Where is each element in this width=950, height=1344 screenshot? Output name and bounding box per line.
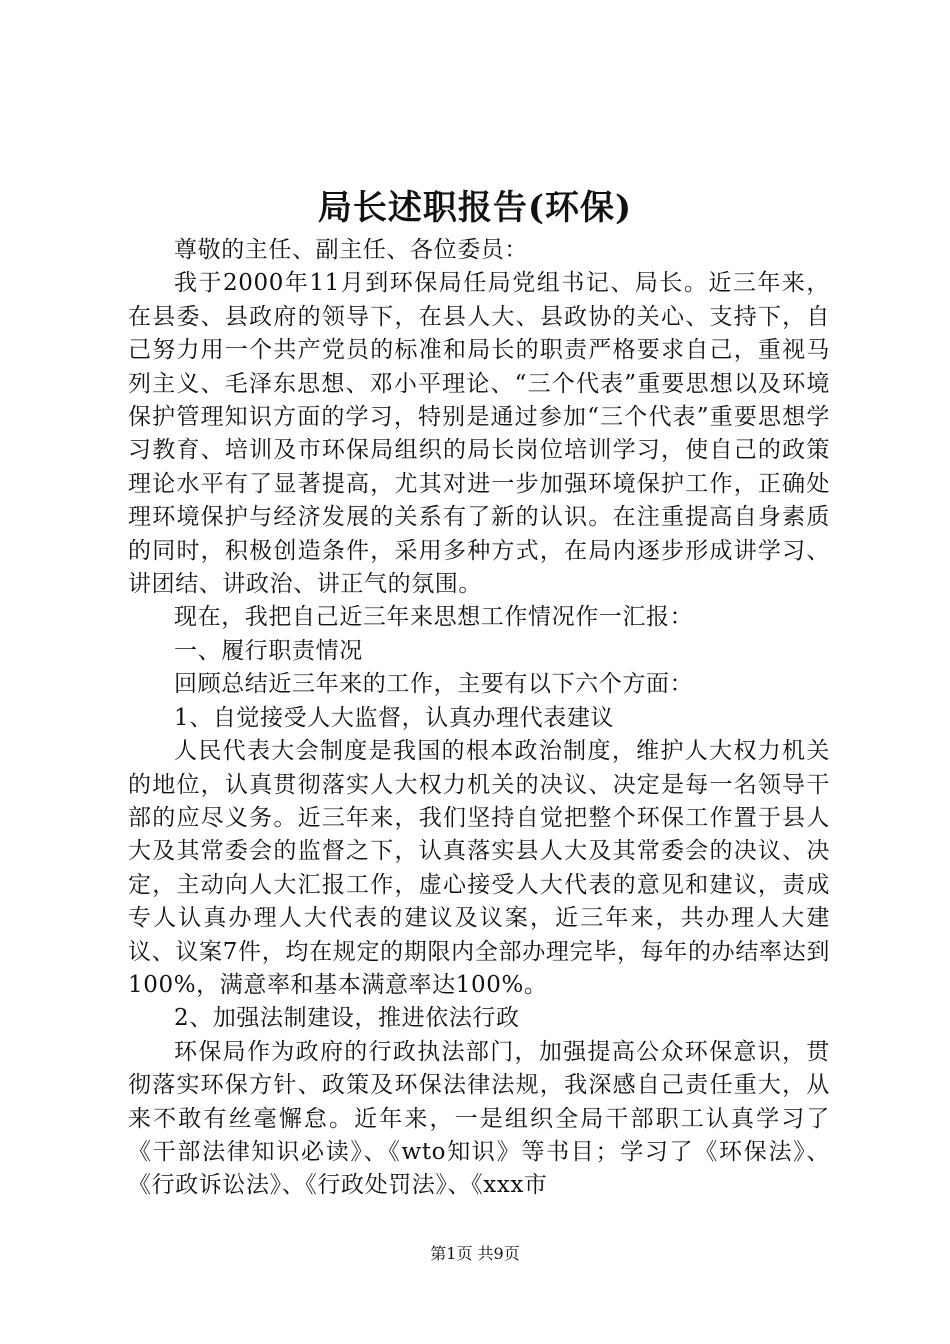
paragraph-review: 回顾总结近三年来的工作，主要有以下六个方面： bbox=[174, 671, 694, 698]
subheading-2: 2、加强法制建设，推进依法行政 bbox=[174, 1005, 520, 1032]
paragraph-legal-construction: 环保局作为政府的行政执法部门，加强提高公众环保意识，贯彻落实环保方针、政策及环保法律法规，我深感自己责任重大，从来不敢有丝毫懈怠。近年来，一是组织全局干部职工认真学习了《干部法律知识必读》、《wto知识》等书目；学习了《环保法》、《行政诉讼法》、《行政处罚法》、《xxx市 bbox=[128, 1038, 830, 1199]
document-title: 局长述职报告(环保) bbox=[317, 188, 633, 228]
subheading-1: 1、自觉接受人大监督，认真办理代表建议 bbox=[174, 704, 615, 731]
paragraph-npc-supervision: 人民代表大会制度是我国的根本政治制度，维护人大权力机关的地位，认真贯彻落实人大权力机关的决议、决定是每一名领导干部的应尽义务。近三年来，我们坚持自觉把整个环保工作置于县人大及其常委会的监督之下，认真落实县人大及其常委会的决议、决定，主动向人大汇报工作，虚心接受人大代表的意见和建议，责成专人认真办理人大代表的建议及议案，近三年来，共办理人大建议、议案7件，均在规定的期限内全部办理完毕，每年的办结率达到100%，满意率和基本满意率达100%。 bbox=[128, 738, 830, 998]
paragraph-report-lead: 现在，我把自己近三年来思想工作情况作一汇报： bbox=[174, 604, 694, 631]
paragraph-salutation: 尊敬的主任、副主任、各位委员： bbox=[174, 237, 528, 263]
document-body bbox=[128, 234, 830, 1203]
page-footer: 第1页 共9页 bbox=[430, 1244, 520, 1263]
section-heading-duties: 一、履行职责情况 bbox=[174, 637, 363, 664]
paragraph-intro: 我于2000年11月到环保局任局党组书记、局长。近三年来，在县委、县政府的领导下，在县人大、县政协的关心、支持下，自己努力用一个共产党员的标准和局长的职责严格要求自己，重视马列主义、毛泽东思想、邓小平理论、“三个代表”重要思想以及环境保护管理知识方面的学习，特别是通过参加“三个代表”重要思想学习教育、培训及市环保局组织的局长岗位培训学习，使自己的政策理论水平有了显著提高，尤其对进一步加强环境保护工作，正确处理环境保护与经济发展的关系有了新的认识。在注重提高自身素质的同时，积极创造条件，采用多种方式，在局内逐步形成讲学习、讲团结、讲政治、讲正气的氛围。 bbox=[128, 270, 830, 598]
